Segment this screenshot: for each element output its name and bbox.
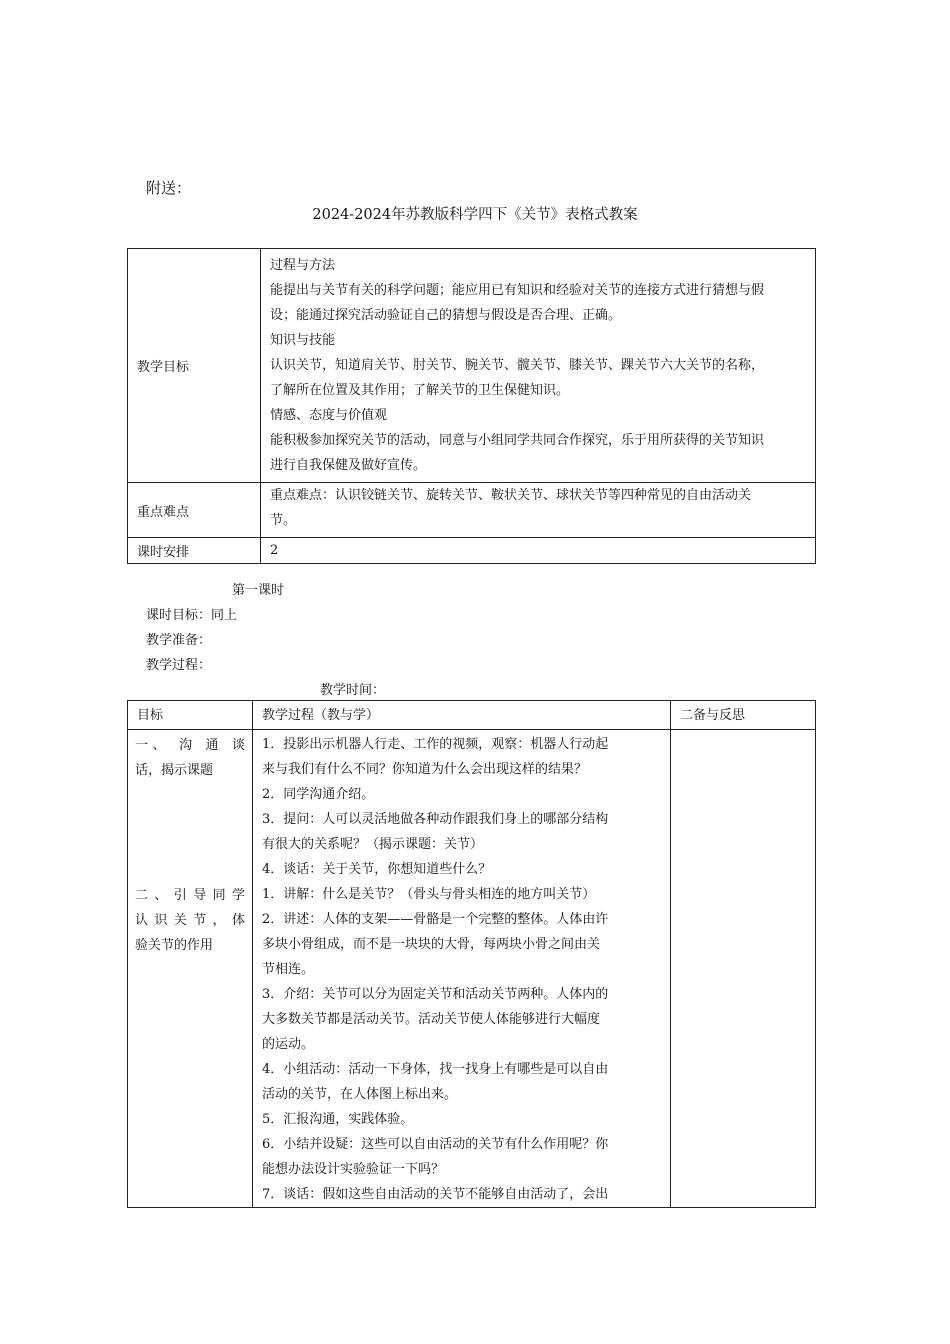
- process-line: 7．谈话：假如这些自由活动的关节不能够自由活动了，会出: [262, 1187, 609, 1202]
- process-line: 5．汇报沟通，实践体验。: [262, 1112, 414, 1127]
- process-line: 能想办法设计实验验证一下吗？: [262, 1162, 445, 1177]
- process-line: 来与我们有什么不同？你知道为什么会出现这样的结果？: [262, 762, 588, 777]
- text-line: 2: [270, 543, 279, 558]
- process-line: 的运动。: [262, 1037, 315, 1052]
- row-label: 教学目标: [128, 249, 261, 483]
- text-line: 过程与方法: [270, 258, 336, 273]
- lesson-prep: 教学准备：: [146, 633, 212, 648]
- process-line: 节相连。: [262, 962, 315, 977]
- text-line: 节。: [270, 513, 297, 528]
- row-content: [261, 538, 816, 564]
- goal-line: 认识关节，体: [135, 913, 245, 928]
- text-line: 认识关节，知道肩关节、肘关节、腕关节、髋关节、膝关节、踝关节六大关节的名称，: [270, 358, 765, 373]
- process-line: 1．讲解：什么是关节？（骨头与骨头相连的地方叫关节）: [262, 887, 596, 902]
- process-line: 4．小组活动：活动一下身体，找一找身上有哪些是可以自由: [262, 1062, 609, 1077]
- lesson-time: 教学时间：: [320, 683, 386, 698]
- overview-table: [127, 248, 816, 564]
- table-row: [128, 538, 816, 564]
- column-header: 二备与反思: [671, 701, 816, 730]
- process-line: 3．提问：人可以灵活地做各种动作跟我们身上的哪部分结构: [262, 812, 609, 827]
- process-line: 多块小骨组成，而不是一块块的大骨，每两块小骨之间由关: [262, 937, 601, 952]
- text-line: 情感、态度与价值观: [270, 408, 388, 423]
- process-table: [127, 700, 816, 1208]
- text-line: 重点难点：认识铰链关节、旋转关节、鞍状关节、球状关节等四种常见的自由活动关: [270, 488, 752, 503]
- row-label: 重点难点: [128, 483, 261, 538]
- lesson-title: 第一课时: [232, 583, 285, 598]
- text-line: 进行自我保健及做好宣传。: [270, 458, 427, 473]
- process-cell: [253, 730, 671, 1208]
- text-line: 能提出与关节有关的科学问题；能应用已有知识和经验对关节的连接方式进行猜想与假: [270, 283, 765, 298]
- text-line: 知识与技能: [270, 333, 336, 348]
- process-line: 2．同学沟通介绍。: [262, 787, 375, 802]
- reflection-cell: [671, 730, 816, 1208]
- row-content: [261, 249, 816, 483]
- goals-cell: [128, 730, 253, 1208]
- process-line: 4．谈话：关于关节，你想知道些什么？: [262, 862, 492, 877]
- table-row: [128, 483, 816, 538]
- lesson-goal: 课时目标：同上: [146, 608, 238, 623]
- process-line: 大多数关节都是活动关节。活动关节使人体能够进行大幅度: [262, 1012, 601, 1027]
- goal-line: 话，揭示课题: [135, 763, 214, 778]
- text-line: 能积极参加探究关节的活动，同意与小组同学共同合作探究，乐于用所获得的关节知识: [270, 433, 765, 448]
- column-header: 教学过程（教与学）: [253, 701, 671, 730]
- text-line: 了解所在位置及其作用；了解关节的卫生保健知识。: [270, 383, 570, 398]
- process-line: 1．投影出示机器人行走、工作的视频，观察：机器人行动起: [262, 737, 609, 752]
- process-line: 有很大的关系呢？（揭示课题：关节）: [262, 837, 484, 852]
- text-line: 设；能通过探究活动验证自己的猜想与假设是否合理、正确。: [270, 308, 622, 323]
- document-title: 2024-2024年苏教版科学四下《关节》表格式教案: [312, 207, 638, 223]
- process-line: 3．介绍：关节可以分为固定关节和活动关节两种。人体内的: [262, 987, 609, 1002]
- table-header-row: [128, 701, 816, 730]
- process-line: 2．讲述：人体的支架——骨骼是一个完整的整体。人体由许: [262, 912, 609, 927]
- attachment-label: 附送：: [146, 179, 192, 197]
- goal-line: 一、 沟 通 谈: [135, 738, 245, 753]
- process-line: 活动的关节，在人体图上标出来。: [262, 1087, 458, 1102]
- row-label: 课时安排: [128, 538, 261, 564]
- goal-line: 二、引导同学: [135, 888, 245, 903]
- column-header: 目标: [128, 701, 253, 730]
- goal-line: 验关节的作用: [135, 938, 214, 953]
- process-line: 6．小结并设疑：这些可以自由活动的关节有什么作用呢？你: [262, 1137, 609, 1152]
- table-row: [128, 249, 816, 483]
- row-content: [261, 483, 816, 538]
- table-row: [128, 730, 816, 1208]
- lesson-process: 教学过程：: [146, 658, 212, 673]
